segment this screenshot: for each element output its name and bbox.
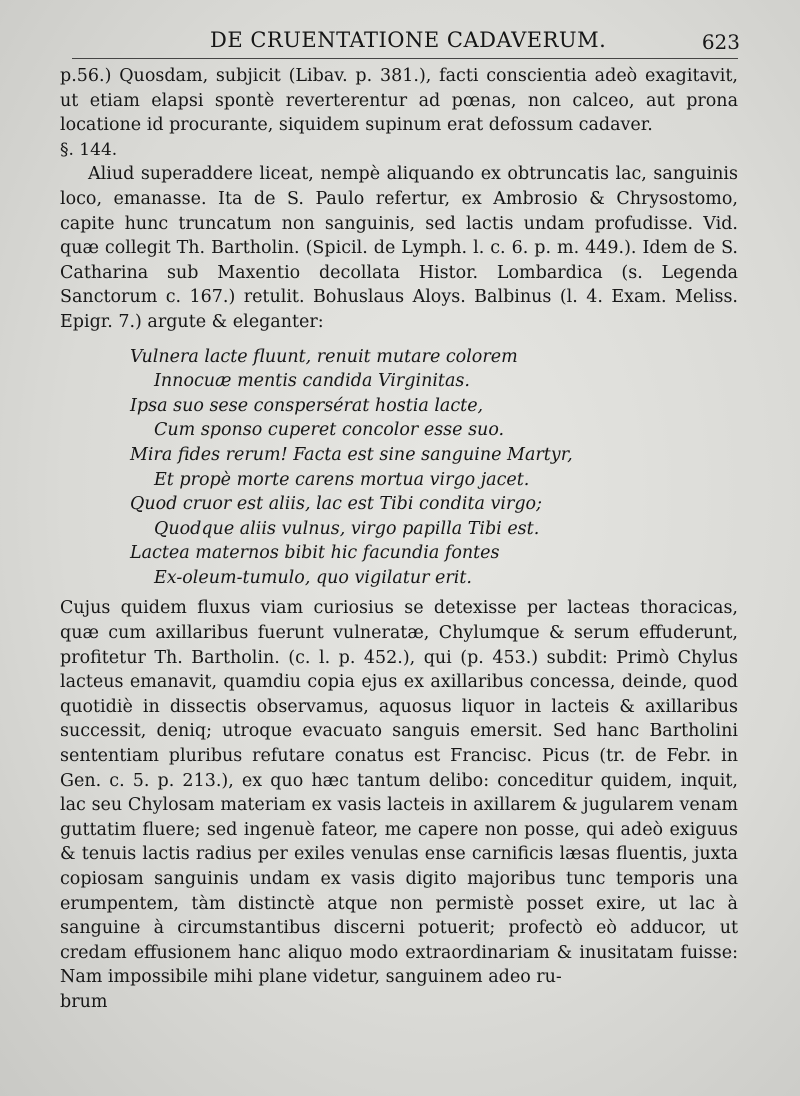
paragraph-continued: p.56.) Quosdam, subjicit (Libav. p. 381.), facti conscientia adeò exagitavit, ut etiam elapsi spontè reverterentur ad pœnas, non calceo, aut prona locatione id procurante, siquidem supinum erat defossum cadaver. <box>60 66 738 136</box>
verse-line: Vulnera lacte fluunt, renuit mutare colorem <box>130 346 518 367</box>
verse-line: Cum sponso cuperet concolor esse suo. <box>154 420 505 441</box>
verse-line: Quod cruor est aliis, lac est Tibi condita virgo; <box>130 494 542 515</box>
verse-line: Et propè morte carens mortua virgo jacet. <box>154 469 530 490</box>
verse-line: Innocuæ mentis candida Virginitas. <box>154 371 470 392</box>
verse-line: Lactea maternos bibit hic facundia fontes <box>130 543 500 564</box>
epigram-verse <box>130 345 738 591</box>
paragraph-aliud: Aliud superaddere liceat, nempè aliquando ex obtruncatis lac, sanguinis loco, emanasse. Ita de S. Paulo refertur, ex Ambrosio & Chrysostomo, capite hunc truncatum non sanguinis, sed lactis undam profudisse. Vid. quæ collegit Th. Bartholin. (Spicil. de Lymph. l. c. 6. p. m. 449.). Idem de S. Catharina sub Maxentio decollata Histor. Lombardica (s. Legenda Sanctorum c. 167.) retulit. Bohuslaus Aloys. Balbinus (l. 4. Exam. Meliss. Epigr. 7.) argute & eleganter: <box>60 164 738 332</box>
section-number: §. 144. <box>60 139 118 160</box>
page-body <box>60 64 738 1015</box>
verse-line: Mira fides rerum! Facta est sine sanguine Martyr, <box>130 444 573 465</box>
running-header <box>60 24 740 54</box>
verse-line: Quodque aliis vulnus, virgo papilla Tibi est. <box>154 518 540 539</box>
page-number: 623 <box>701 30 740 54</box>
verse-line: Ipsa suo sese conspersérat hostia lacte, <box>130 395 484 416</box>
catchword: brum <box>60 991 108 1012</box>
running-title: DE CRUENTATIONE CADAVERUM. <box>210 28 607 52</box>
paragraph-cujus: Cujus quidem fluxus viam curiosius se detexisse per lacteas thoracicas, quæ cum axillaribus fuerunt vulneratæ, Chylumque & serum effuderunt, profitetur Th. Bartholin. (c. l. p. 452.), qui (p. 453.) subdit: Primò Chylus lacteus emanavit, quamdiu copia ejus ex axillaribus concessa, deinde, quod quotidiè in dissectis observamus, aquosus liquor in lacteis & axillaribus successit, deniq; utroque evacuato sanguis emersit. Sed hanc Bartholini sententiam pluribus refutare conatus est Francisc. Picus (tr. de Febr. in Gen. c. 5. p. 213.), ex quo hæc tantum delibo: conceditur quidem, inquit, lac seu Chylosam materiam ex vasis lacteis in axillarem & jugularem venam guttatim fluere; sed ingenuè fateor, me capere non posse, qui adeò exiguus & tenuis lactis radius per exiles venulas ense carnificis læsas fluentis, juxta copiosam sanguinis undam ex vasis digito majoribus tunc temporis una erumpentem, tàm distinctè atque non permistè posset exire, ut lac à sanguine à circumstantibus discerni potuerit; profectò eò adducor, ut credam effusionem hanc aliquo modo extraordinariam & inusitatam fuisse: Nam impossibile mihi plane videtur, sanguinem adeo ru- <box>60 598 738 988</box>
header-rule <box>72 58 738 59</box>
verse-line: Ex-oleum-tumulo, quo vigilatur erit. <box>154 567 472 588</box>
